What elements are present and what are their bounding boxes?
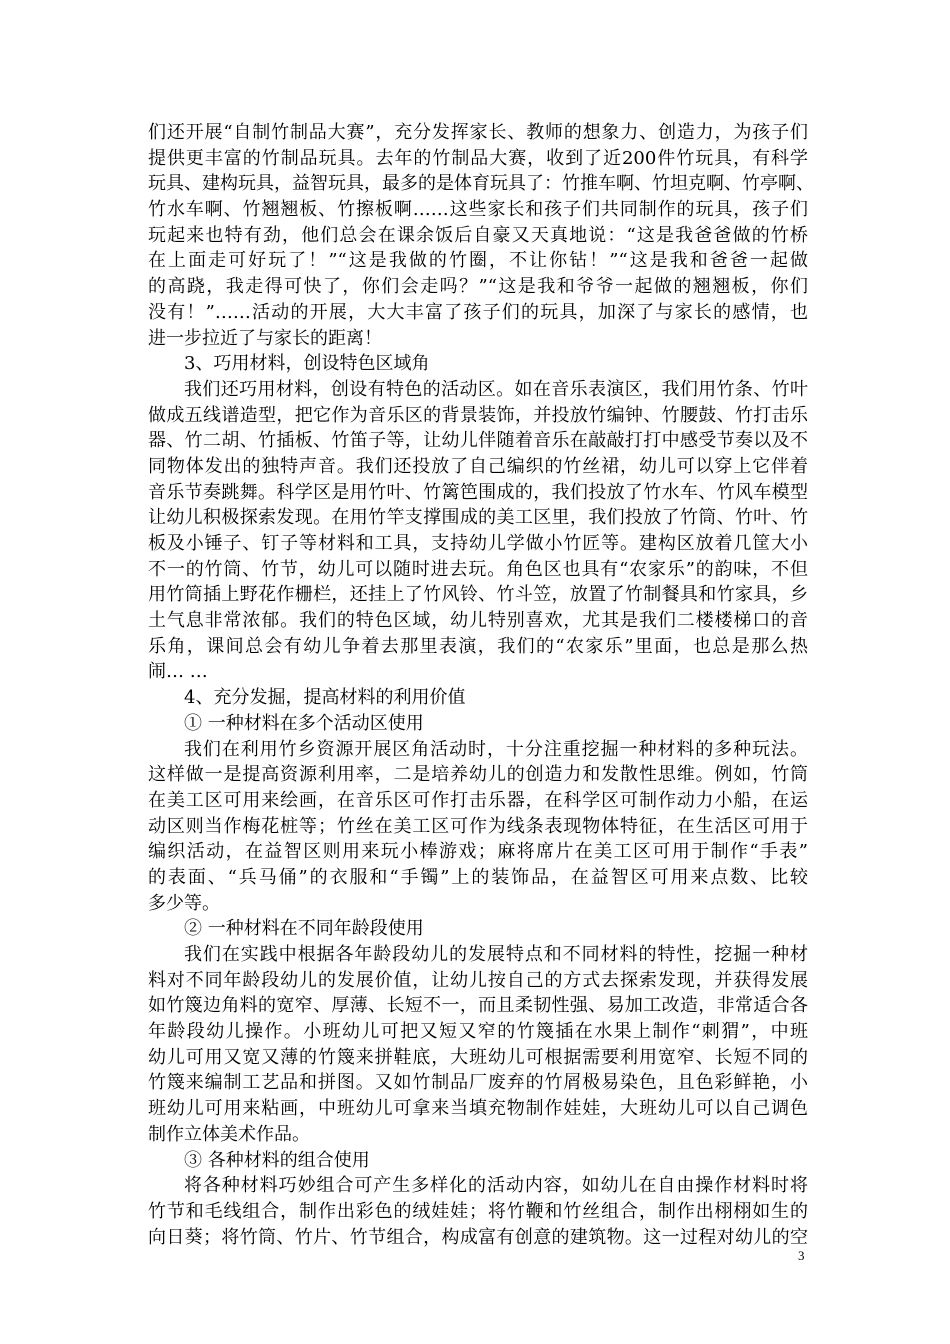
section-heading: ① 一种材料在多个活动区使用 (184, 712, 424, 734)
text-line: 将各种材料巧妙组合可产生多样化的活动内容，如幼儿在自由操作材料时将 (184, 1175, 808, 1197)
section-heading: ③ 各种材料的组合使用 (184, 1149, 370, 1171)
text-line: 竹篾来编制工艺品和拼图。又如竹制品厂废弃的竹屑极易染色，且色彩鲜艳，小 (148, 1072, 808, 1094)
section-heading: 4、充分发掘，提高材料的利用价值 (184, 687, 466, 709)
page-number: 3 (798, 1248, 805, 1263)
text-line: 这样做一是提高资源利用率，二是培养幼儿的创造力和发散性思维。例如，竹筒 (148, 764, 808, 786)
text-line: 我们在利用竹乡资源开展区角活动时，十分注重挖掘一种材料的多种玩法。 (184, 738, 808, 760)
text-line: 不一的竹筒、竹节，幼儿可以随时进去玩。角色区也具有“农家乐”的韵味，不但 (148, 558, 808, 580)
text-line: 年龄段幼儿操作。小班幼儿可把又短又窄的竹篾插在水果上制作“刺猬”，中班 (148, 1021, 808, 1043)
text-line: 没有！”……活动的开展，大大丰富了孩子们的玩具，加深了与家长的感情，也 (148, 301, 808, 323)
text-line: 土气息非常浓郁。我们的特色区域，幼儿特别喜欢，尤其是我们二楼楼梯口的音 (148, 610, 808, 632)
text-line: 在上面走可好玩了！”“这是我做的竹圈，不让你钻！”“这是我和爸爸一起做 (148, 250, 808, 272)
text-line: 闹… … (148, 661, 208, 683)
text-line: 向日葵；将竹筒、竹片、竹节组合，构成富有创意的建筑物。这一过程对幼儿的空 (148, 1226, 808, 1248)
text-line: 们还开展“自制竹制品大赛”，充分发挥家长、教师的想象力、创造力，为孩子们 (148, 122, 808, 143)
text-line: 玩具、建构玩具，益智玩具，最多的是体育玩具了：竹推车啊、竹坦克啊、竹亭啊、 (148, 173, 814, 195)
text-line: 提供更丰富的竹制品玩具。去年的竹制品大赛，收到了近200件竹玩具，有科学 (148, 147, 808, 169)
text-line: 竹水车啊、竹翘翘板、竹擦板啊……这些家长和孩子们共同制作的玩具，孩子们 (148, 199, 808, 221)
text-line: 板及小锤子、钉子等材料和工具，支持幼儿学做小竹匠等。建构区放着几筐大小 (148, 533, 808, 554)
text-line: 编织活动，在益智区则用来玩小棒游戏；麻将席片在美工区可用于制作“手表” (148, 841, 808, 863)
text-line: 玩起来也特有劲，他们总会在课余饭后自豪又天真地说：“这是我爸爸做的竹桥 (148, 224, 808, 246)
text-line: 制作立体美术作品。 (148, 1123, 310, 1145)
text-line: 动区则当作梅花桩等；竹丝在美工区可作为线条表现物体特征，在生活区可用于 (148, 815, 808, 837)
text-line: 器、竹二胡、竹插板、竹笛子等，让幼儿伴随着音乐在敲敲打打中感受节奏以及不 (148, 430, 808, 452)
section-heading: 3、巧用材料，创设特色区域角 (184, 353, 430, 375)
text-line: 的高跷，我走得可快了，你们会走吗？”“这是我和爷爷一起做的翘翘板，你们 (148, 276, 808, 298)
text-line: 如竹篾边角料的宽窄、厚薄、长短不一，而且柔韧性强、易加工改造，非常适合各 (148, 995, 808, 1017)
text-line: 做成五线谱造型，把它作为音乐区的背景装饰，并投放竹编钟、竹腰鼓、竹打击乐 (148, 404, 808, 426)
text-line: 我们还巧用材料，创设有特色的活动区。如在音乐表演区，我们用竹条、竹叶 (184, 378, 808, 400)
text-line: 幼儿可用又宽又薄的竹篾来拼鞋底，大班幼儿可根据需要利用宽窄、长短不同的 (148, 1046, 808, 1068)
text-line: 进一步拉近了与家长的距离！ (148, 327, 382, 349)
text-line: 用竹筒插上野花作栅栏，还挂上了竹风铃、竹斗笠，放置了竹制餐具和竹家具，乡 (148, 584, 808, 606)
text-line: 我们在实践中根据各年龄段幼儿的发展特点和不同材料的特性，挖掘一种材 (184, 944, 808, 965)
text-line: 让幼儿积极探索发现。在用竹竿支撑围成的美工区里，我们投放了竹筒、竹叶、竹 (148, 507, 808, 529)
text-line: 料对不同年龄段幼儿的发展价值，让幼儿按自己的方式去探索发现，并获得发展 (148, 969, 808, 991)
text-line: 音乐节奏跳舞。科学区是用竹叶、竹篱笆围成的，我们投放了竹水车、竹风车模型 (148, 481, 808, 503)
text-line: 同物体发出的独特声音。我们还投放了自己编织的竹丝裙，幼儿可以穿上它伴着 (148, 455, 808, 477)
section-heading: ② 一种材料在不同年龄段使用 (184, 918, 424, 940)
text-line: 的表面、“兵马俑”的衣服和“手镯”上的装饰品，在益智区可用来点数、比较 (148, 866, 808, 888)
text-line: 多少等。 (148, 892, 220, 914)
document-body (148, 120, 814, 1250)
text-line: 班幼儿可用来粘画，中班幼儿可拿来当填充物制作娃娃，大班幼儿可以自己调色 (148, 1098, 808, 1120)
text-line: 竹节和毛线组合，制作出彩色的绒娃娃；将竹鞭和竹丝组合，制作出栩栩如生的 (148, 1200, 808, 1222)
text-line: 乐角，课间总会有幼儿争着去那里表演，我们的“农家乐”里面，也总是那么热 (148, 635, 808, 657)
text-line: 在美工区可用来绘画，在音乐区可作打击乐器，在科学区可制作动力小船，在运 (148, 789, 808, 811)
